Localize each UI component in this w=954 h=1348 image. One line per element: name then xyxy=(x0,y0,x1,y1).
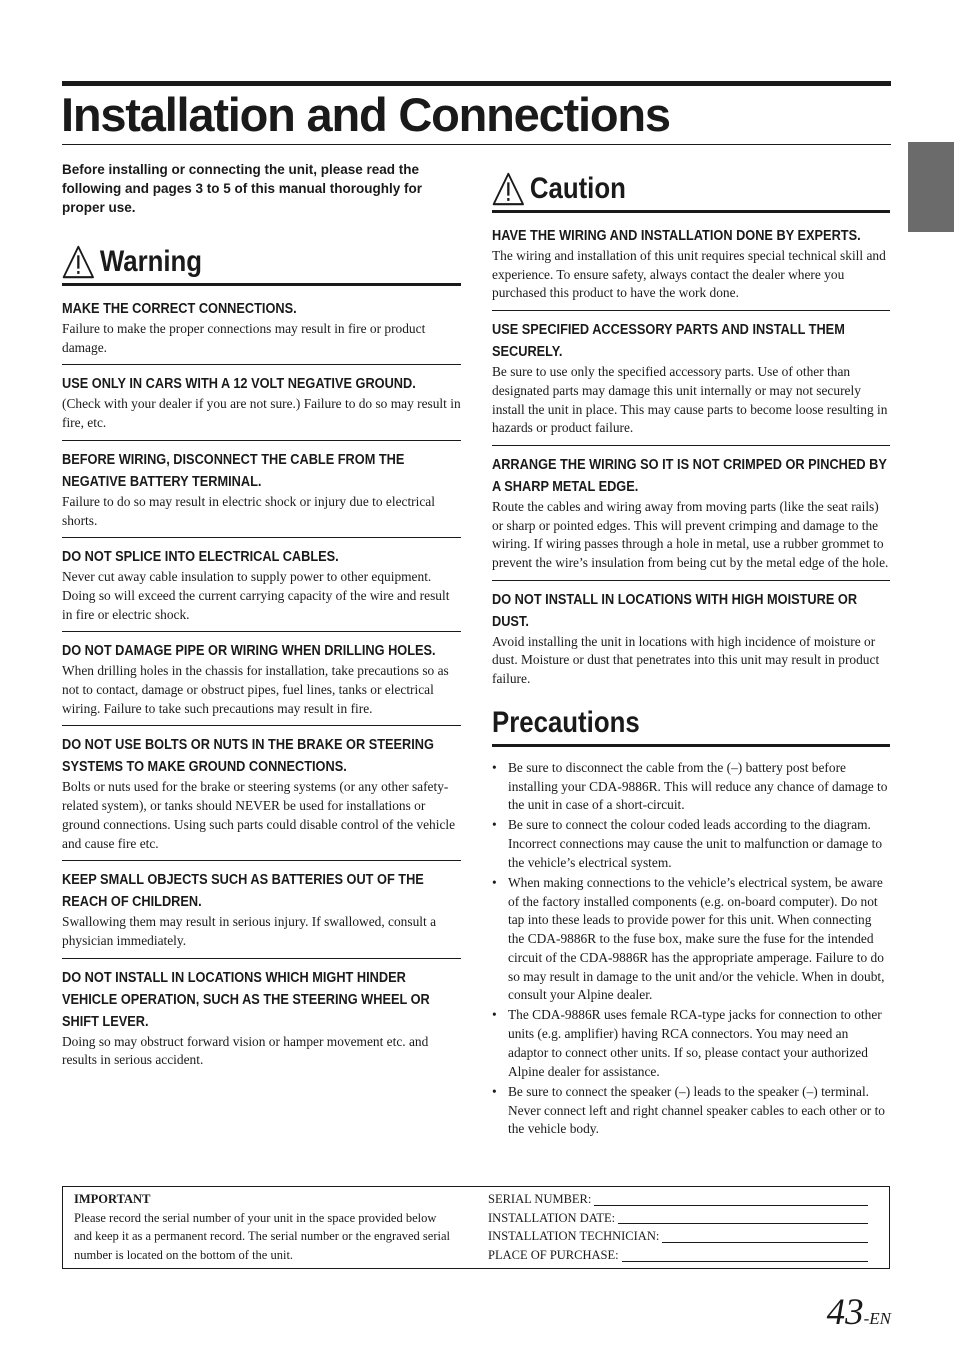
caution-item xyxy=(492,589,890,696)
place-of-purchase-field[interactable] xyxy=(488,1246,868,1265)
left-column xyxy=(62,160,461,1085)
caution-item-head: USE SPECIFIED ACCESSORY PARTS AND INSTALL THEM SECURELY. xyxy=(492,322,845,361)
serial-number-field[interactable] xyxy=(488,1190,868,1209)
precautions-rule xyxy=(492,744,890,747)
warning-item-head: BEFORE WIRING, DISCONNECT THE CABLE FROM THE NEGATIVE BATTERY TERMINAL. xyxy=(62,451,405,490)
warning-item-head: DO NOT USE BOLTS OR NUTS IN THE BRAKE OR STEERING SYSTEMS TO MAKE GROUND CONNECTIONS. xyxy=(62,737,434,776)
warning-item-head: MAKE THE CORRECT CONNECTIONS. xyxy=(62,301,297,317)
caution-item-body: Be sure to use only the specified accessory parts. Use of other than designated parts may damage this unit internally or may not securely install the unit in place. This may cause parts to become loose resulting in hazards or product failure. xyxy=(492,364,888,436)
field-label: INSTALLATION TECHNICIAN: xyxy=(488,1229,660,1244)
warning-rule xyxy=(62,283,461,286)
field-label: PLACE OF PURCHASE: xyxy=(488,1248,619,1263)
caution-item-body: Route the cables and wiring away from moving parts (like the seat rails) or sharp or pointed edges. This will prevent crimping and damage to the wiring. If wiring passes through a hole in metal, use a rubber grommet to prevent the wire’s insulation from being cut by the metal edge of the hole. xyxy=(492,498,889,571)
caution-item xyxy=(492,225,890,311)
page-number-value: 43 xyxy=(826,1292,864,1333)
warning-item-body: Bolts or nuts used for the brake or steering systems (or any other safety-related system), or tanks should NEVER be used for installations or ground connections. Using such parts could disable control of the vehicle and cause fire etc. xyxy=(62,779,456,851)
installation-date-field[interactable] xyxy=(488,1209,868,1228)
warning-item-body: Doing so may obstruct forward vision or hamper movement etc. and results in serious accident. xyxy=(62,1033,429,1068)
right-column xyxy=(492,160,890,1140)
title-top-rule xyxy=(62,81,891,86)
field-line xyxy=(622,1261,868,1262)
caution-heading-text: Caution xyxy=(529,172,626,205)
list-item: • When making connections to the vehicle’s electrical system, be aware of the factory installed components (e.g. on-board computer). Do not tap into these leads to provide power for this unit. When connecting the CDA-9886R to the fuse box, make sure the fuse for the intended circuit of the CDA-9886R has the appropriate amperage. Failure to do so may result in damage to the unit and/or the vehicle. When in doubt, consult your Alpine dealer. xyxy=(492,874,890,1005)
warning-item-body: Never cut away cable insulation to supply power to other equipment. Doing so will exceed the current carrying capacity of the wire and result in fire or electric shock. xyxy=(62,569,450,622)
page-title: Installation and Connections xyxy=(61,88,670,141)
list-item: • Be sure to connect the speaker (–) leads to the speaker (–) terminal. Never connect left and right channel speaker cables to each other or to the vehicle body. xyxy=(492,1083,890,1139)
field-line xyxy=(662,1242,868,1243)
field-line xyxy=(594,1205,868,1206)
warning-item xyxy=(62,967,461,1077)
caution-heading xyxy=(492,170,834,208)
title-bottom-rule xyxy=(62,144,891,145)
warning-item-head: DO NOT INSTALL IN LOCATIONS WHICH MIGHT HINDER VEHICLE OPERATION, SUCH AS THE STEERING WHEEL OR SHIFT LEVER. xyxy=(62,969,430,1030)
precautions-heading-text: Precautions xyxy=(492,705,640,739)
warning-item xyxy=(62,298,461,365)
warning-item xyxy=(62,546,461,632)
caution-item-head: HAVE THE WIRING AND INSTALLATION DONE BY EXPERTS. xyxy=(492,228,861,244)
precautions-heading xyxy=(492,704,834,742)
caution-rule xyxy=(492,210,890,213)
warning-item xyxy=(62,869,461,958)
record-fields xyxy=(488,1190,868,1265)
important-title: IMPORTANT xyxy=(74,1192,151,1206)
page-number xyxy=(827,1291,891,1334)
important-box xyxy=(62,1186,890,1269)
warning-item-head: USE ONLY IN CARS WITH A 12 VOLT NEGATIVE GROUND. xyxy=(62,376,416,393)
warning-heading xyxy=(62,243,405,281)
warning-triangle-icon xyxy=(62,244,95,280)
warning-item-body: Failure to do so may result in electric shock or injury due to electrical shorts. xyxy=(62,493,435,528)
warning-item xyxy=(62,734,461,861)
list-item: • The CDA-9886R uses female RCA-type jacks for connection to other units (e.g. amplifier) having RCA connectors. You may need an adaptor to connect other units. If so, please contact your authorized Alpine dealer for assistance. xyxy=(492,1006,890,1081)
caution-item-head: DO NOT INSTALL IN LOCATIONS WITH HIGH MOISTURE OR DUST. xyxy=(492,591,858,630)
caution-triangle-icon xyxy=(492,171,525,207)
warning-item-body: Swallowing them may result in serious injury. If swallowed, consult a physician immediately. xyxy=(62,914,437,948)
warning-heading-text: Warning xyxy=(99,245,203,278)
caution-item-body: The wiring and installation of this unit requires special technical skill and experience. To ensure safety, always contact the dealer where you purchased this product to have the work done. xyxy=(492,248,886,301)
important-text: Please record the serial number of your unit in the space provided below and keep it as a permanent record. The serial number or the engraved serial number is located on the bottom of the unit. xyxy=(74,1210,450,1263)
warning-item-body: (Check with your dealer if you are not sure.) Failure to do so may result in fire, etc. xyxy=(62,396,461,431)
warning-item xyxy=(62,449,461,538)
precautions-list xyxy=(492,759,890,1139)
caution-item xyxy=(492,454,890,581)
list-item: • Be sure to connect the colour coded leads according to the diagram. Incorrect connections may cause the unit to malfunction or damage to the vehicle’s electrical system. xyxy=(492,816,890,872)
caution-item-body: Avoid installing the unit in locations with high incidence of moisture or dust. Moisture or dust that penetrates into this unit may result in product failure. xyxy=(492,633,880,687)
section-thumb-tab xyxy=(908,142,954,232)
installation-technician-field[interactable] xyxy=(488,1227,868,1246)
list-item: • Be sure to disconnect the cable from the (–) battery post before installing your CDA-9886R. This will reduce any chance of damage to the unit in case of a short-circuit. xyxy=(492,759,890,815)
warning-item xyxy=(62,373,461,440)
warning-item-head: DO NOT DAMAGE PIPE OR WIRING WHEN DRILLING HOLES. xyxy=(62,643,436,660)
warning-item-body: Failure to make the proper connections may result in fire or product damage. xyxy=(62,321,426,355)
important-notice xyxy=(74,1190,454,1265)
warning-item-head: DO NOT SPLICE INTO ELECTRICAL CABLES. xyxy=(62,549,339,566)
caution-item-head: ARRANGE THE WIRING SO IT IS NOT CRIMPED OR PINCHED BY A SHARP METAL EDGE. xyxy=(492,456,887,495)
warning-item xyxy=(62,640,461,726)
intro-text: Before installing or connecting the unit, please read the following and pages 3 to 5 of this manual thoroughly for proper use. xyxy=(62,162,423,215)
warning-item-head: KEEP SMALL OBJECTS SUCH AS BATTERIES OUT OF THE REACH OF CHILDREN. xyxy=(62,872,424,911)
warning-item-body: When drilling holes in the chassis for installation, take precautions so as not to contact, damage or obstruct pipes, fuel lines, tanks or electrical wiring. Failure to take such precautions may result in fire. xyxy=(62,663,449,716)
page-number-suffix: -EN xyxy=(863,1309,891,1328)
field-line xyxy=(618,1223,868,1224)
caution-item xyxy=(492,319,890,446)
field-label: INSTALLATION DATE: xyxy=(488,1210,616,1225)
field-label: SERIAL NUMBER: xyxy=(488,1192,592,1206)
